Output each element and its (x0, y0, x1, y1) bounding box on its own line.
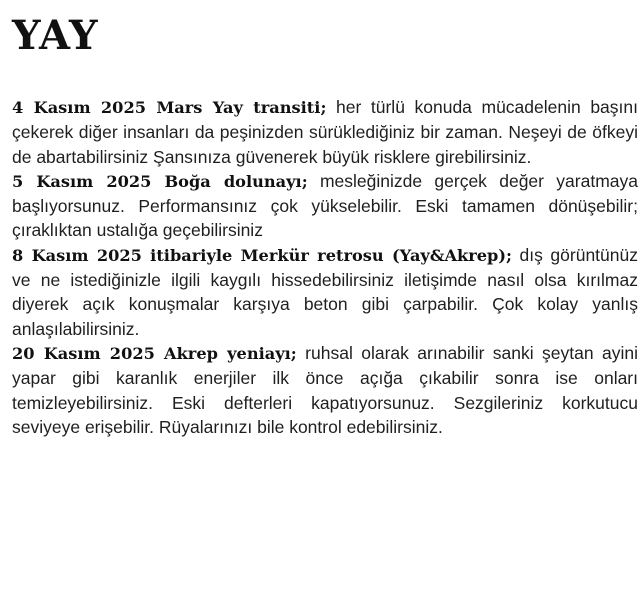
transit-entry-mars (12, 95, 638, 169)
transit-entry-mercury-retro (12, 243, 638, 341)
transit-list (12, 95, 638, 439)
transit-heading: 4 Kasım 2025 Mars Yay transiti; (12, 98, 327, 117)
transit-heading: 5 Kasım 2025 Boğa dolunayı; (12, 171, 308, 191)
transit-entry-new-moon (12, 341, 638, 439)
transit-heading: 20 Kasım 2025 Akrep yeniayı; (12, 343, 297, 363)
sign-title: YAY (12, 12, 99, 59)
transit-entry-full-moon (12, 169, 638, 243)
transit-description: her türlü konuda mücadelenin başını çekerek diğer insanları da peşinizden sürüklediğiniz bir zaman. Neşeyi de öfkeyi de abartabilirsiniz Şansınıza güvenerek büyük risklere girebilirsiniz. (12, 97, 638, 167)
transit-heading: 8 Kasım 2025 itibariyle Merkür retrosu (Yay&Akrep); (12, 245, 513, 265)
transit-description: dış görüntünüz ve ne istediğinizle ilgili kaygılı hissedebilirsiniz iletişimde nasıl olsa kırılmaz diyerek açık konuşmalar karşıya beton gibi çarpabilir. Çok kolay yanlış anlaşılabilirsiniz. (12, 244, 638, 339)
transit-description: mesleğinizde gerçek değer yaratmaya başlıyorsunuz. Performansınız çok yükselebilir. Eski tamamen dönüşebilir; çıraklıktan ustalığa geçebilirsiniz (12, 170, 638, 241)
transit-description: ruhsal olarak arınabilir sanki şeytan ayini yapar gibi karanlık enerjiler ilk önce açığa çıkabilir sonra ise onları temizleyebilirsiniz. Eski defterleri kapatıyorsunuz. Sezgileriniz korkutucu seviyeye erişebilir. Rüyalarınızı bile kontrol edebilirsiniz. (12, 342, 638, 437)
